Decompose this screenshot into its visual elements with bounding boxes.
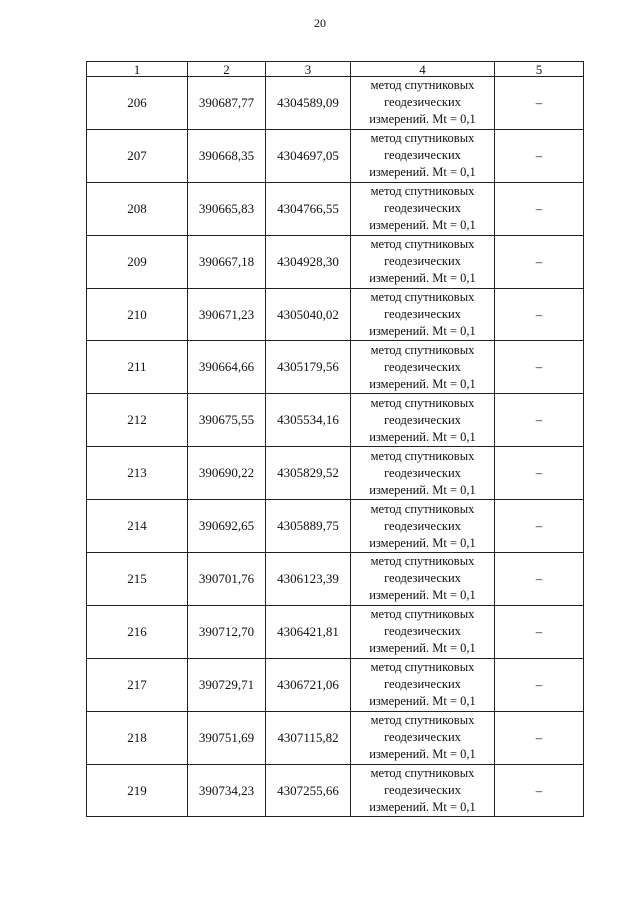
x-coordinate-cell: 390671,23 <box>188 288 266 341</box>
x-coordinate-cell: 390701,76 <box>188 553 266 606</box>
method-line: метод спутниковых <box>370 713 475 728</box>
table-row <box>87 77 584 130</box>
method-line: измерений. Mt = 0,1 <box>369 324 476 338</box>
method-cell <box>351 658 495 711</box>
method-cell <box>351 288 495 341</box>
method-line: измерений. Mt = 0,1 <box>369 800 476 815</box>
method-line: измерений. Mt = 0,1 <box>369 165 476 180</box>
y-coordinate-cell: 4304766,55 <box>266 182 351 235</box>
method-cell <box>351 764 495 817</box>
method-cell <box>351 235 495 288</box>
method-line: метод спутниковых <box>370 554 475 569</box>
y-coordinate-cell: 4304697,05 <box>266 129 351 182</box>
method-line: метод спутниковых <box>370 607 475 622</box>
point-number-cell: 219 <box>87 764 188 817</box>
column-5-cell: – <box>495 182 584 235</box>
column-5-cell: – <box>495 447 584 500</box>
x-coordinate-cell: 390665,83 <box>188 182 266 235</box>
x-coordinate-cell: 390687,77 <box>188 77 266 130</box>
method-line: метод спутниковых <box>370 131 475 146</box>
method-line: геодезических <box>384 465 461 480</box>
table-row <box>87 553 584 606</box>
point-number-cell: 209 <box>87 235 188 288</box>
method-cell <box>351 447 495 500</box>
method-line: метод спутниковых <box>370 237 475 252</box>
method-line: метод спутниковых <box>370 395 475 410</box>
method-cell <box>351 500 495 553</box>
method-line: метод спутниковых <box>370 660 475 675</box>
table-body <box>87 77 584 817</box>
method-line: геодезических <box>384 571 461 586</box>
coordinates-table <box>86 61 584 817</box>
method-line: геодезических <box>384 148 461 163</box>
point-number-cell: 218 <box>87 711 188 764</box>
method-cell <box>351 182 495 235</box>
column-5-cell: – <box>495 711 584 764</box>
column-5-cell: – <box>495 764 584 817</box>
method-line: измерений. Mt = 0,1 <box>369 535 476 550</box>
method-line: метод спутниковых <box>370 448 475 463</box>
method-line: геодезических <box>384 518 461 533</box>
point-number-cell: 216 <box>87 605 188 658</box>
method-line: метод спутниковых <box>370 766 475 781</box>
point-number-cell: 207 <box>87 129 188 182</box>
column-5-cell: – <box>495 288 584 341</box>
column-5-cell: – <box>495 394 584 447</box>
x-coordinate-cell: 390729,71 <box>188 658 266 711</box>
page-number: 20 <box>314 16 326 30</box>
y-coordinate-cell: 4306721,06 <box>266 658 351 711</box>
column-5-cell: – <box>495 553 584 606</box>
method-line: метод спутниковых <box>370 501 475 516</box>
method-line: метод спутниковых <box>370 290 475 304</box>
point-number-cell: 217 <box>87 658 188 711</box>
x-coordinate-cell: 390667,18 <box>188 235 266 288</box>
table-row <box>87 394 584 447</box>
column-5-cell: – <box>495 605 584 658</box>
method-line: измерений. Mt = 0,1 <box>369 588 476 603</box>
method-line: геодезических <box>384 412 461 427</box>
point-number-cell: 208 <box>87 182 188 235</box>
y-coordinate-cell: 4305889,75 <box>266 500 351 553</box>
table-row <box>87 764 584 817</box>
table-row <box>87 182 584 235</box>
table-row <box>87 447 584 500</box>
method-line: измерений. Mt = 0,1 <box>369 747 476 762</box>
point-number-cell: 211 <box>87 341 188 394</box>
y-coordinate-cell: 4306123,39 <box>266 553 351 606</box>
table-row <box>87 129 584 182</box>
method-line: геодезических <box>384 730 461 745</box>
column-5-cell: – <box>495 77 584 130</box>
table-row <box>87 605 584 658</box>
method-line: геодезических <box>384 95 461 110</box>
x-coordinate-cell: 390712,70 <box>188 605 266 658</box>
header-col-3: 3 <box>266 62 351 77</box>
method-line: геодезических <box>384 677 461 692</box>
x-coordinate-cell: 390751,69 <box>188 711 266 764</box>
x-coordinate-cell: 390668,35 <box>188 129 266 182</box>
y-coordinate-cell: 4305040,02 <box>266 288 351 341</box>
method-cell <box>351 394 495 447</box>
column-5-cell: – <box>495 658 584 711</box>
point-number-cell: 215 <box>87 553 188 606</box>
header-col-4: 4 <box>351 62 495 77</box>
header-col-5: 5 <box>495 62 584 77</box>
method-line: геодезических <box>384 359 461 374</box>
method-line: метод спутниковых <box>370 342 475 357</box>
method-cell <box>351 341 495 394</box>
table-row <box>87 235 584 288</box>
method-cell <box>351 77 495 130</box>
method-line: геодезических <box>384 254 461 269</box>
y-coordinate-cell: 4305829,52 <box>266 447 351 500</box>
point-number-cell: 214 <box>87 500 188 553</box>
x-coordinate-cell: 390664,66 <box>188 341 266 394</box>
y-coordinate-cell: 4305179,56 <box>266 341 351 394</box>
header-col-2: 2 <box>188 62 266 77</box>
y-coordinate-cell: 4304589,09 <box>266 77 351 130</box>
method-line: метод спутниковых <box>370 78 475 93</box>
x-coordinate-cell: 390692,65 <box>188 500 266 553</box>
x-coordinate-cell: 390690,22 <box>188 447 266 500</box>
x-coordinate-cell: 390675,55 <box>188 394 266 447</box>
method-cell <box>351 553 495 606</box>
method-line: измерений. Mt = 0,1 <box>369 271 476 286</box>
x-coordinate-cell: 390734,23 <box>188 764 266 817</box>
method-cell <box>351 711 495 764</box>
y-coordinate-cell: 4307255,66 <box>266 764 351 817</box>
table-row <box>87 711 584 764</box>
method-line: измерений. Mt = 0,1 <box>369 482 476 497</box>
column-5-cell: – <box>495 341 584 394</box>
method-line: геодезических <box>384 201 461 216</box>
table-row <box>87 500 584 553</box>
point-number-cell: 206 <box>87 77 188 130</box>
column-5-cell: – <box>495 129 584 182</box>
method-line: измерений. Mt = 0,1 <box>369 429 476 444</box>
header-row <box>87 62 584 77</box>
point-number-cell: 210 <box>87 288 188 341</box>
y-coordinate-cell: 4305534,16 <box>266 394 351 447</box>
table-row <box>87 288 584 341</box>
method-cell <box>351 605 495 658</box>
point-number-cell: 213 <box>87 447 188 500</box>
column-5-cell: – <box>495 235 584 288</box>
method-line: метод спутниковых <box>370 184 475 199</box>
table-row <box>87 658 584 711</box>
y-coordinate-cell: 4306421,81 <box>266 605 351 658</box>
method-line: геодезических <box>384 624 461 639</box>
y-coordinate-cell: 4307115,82 <box>266 711 351 764</box>
method-line: измерений. Mt = 0,1 <box>369 112 476 127</box>
column-5-cell: – <box>495 500 584 553</box>
method-cell <box>351 129 495 182</box>
point-number-cell: 212 <box>87 394 188 447</box>
method-line: геодезических <box>384 783 461 798</box>
y-coordinate-cell: 4304928,30 <box>266 235 351 288</box>
table-row <box>87 341 584 394</box>
method-line: измерений. Mt = 0,1 <box>369 641 476 656</box>
header-col-1: 1 <box>87 62 188 77</box>
method-line: измерений. Mt = 0,1 <box>369 218 476 233</box>
method-line: измерений. Mt = 0,1 <box>369 376 476 391</box>
method-line: геодезических <box>384 307 461 321</box>
method-line: измерений. Mt = 0,1 <box>369 694 476 709</box>
